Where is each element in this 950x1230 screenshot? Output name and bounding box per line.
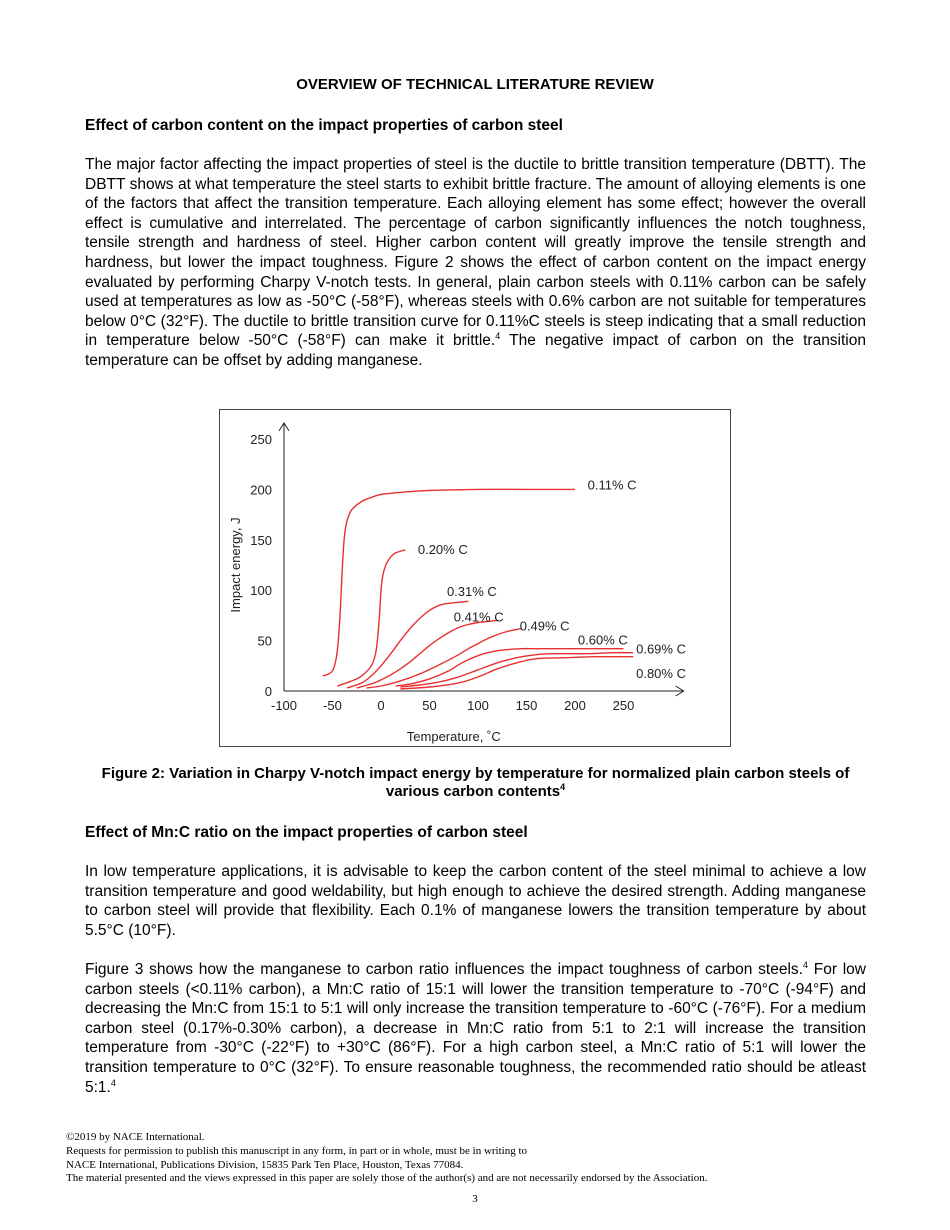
- series-line: [400, 653, 633, 687]
- x-tick-label: 150: [515, 698, 538, 713]
- series-line: [323, 489, 575, 676]
- caption-reference: 4: [560, 782, 566, 792]
- reference-superscript: 4: [495, 331, 501, 342]
- x-tick-label: -50: [323, 698, 342, 713]
- x-tick-label: 50: [422, 698, 437, 713]
- series-line: [337, 550, 405, 686]
- footer-permissions: Requests for permission to publish this manuscript in any form, in part or in whole, must be in writing to: [66, 1144, 528, 1157]
- y-tick-label: 250: [250, 432, 272, 447]
- mn-c-paragraph-2: [85, 960, 866, 1097]
- series-line: [366, 629, 521, 689]
- y-tick-label: 150: [250, 532, 272, 548]
- figure-2-chart: [219, 409, 731, 747]
- y-axis-label: Impact energy, J: [228, 517, 243, 613]
- y-tick-label: 50: [257, 633, 272, 649]
- x-tick-label: 100: [467, 698, 489, 713]
- footer-address: NACE International, Publications Division, 15835 Park Ten Place, Houston, Texas 77084.: [66, 1158, 464, 1171]
- chart-svg: [220, 410, 730, 746]
- y-tick-label: 100: [250, 583, 272, 599]
- figure-caption: [85, 765, 866, 801]
- x-tick-label: 0: [377, 698, 385, 713]
- footer-disclaimer: The material presented and the views expressed in this paper are solely those of the author(s) and are not necessarily endorsed by the Association.: [66, 1172, 708, 1185]
- mn-c-paragraph-2-start: Figure 3 shows how the manganese to carbon ratio influences the impact toughness of carbon steels.: [85, 961, 803, 978]
- mn-c-paragraph-1: In low temperature applications, it is advisable to keep the carbon content of the steel minimal to achieve a low transition temperature and good weldability, but high enough to achieve the desired strength. Adding manganese to carbon steel will provide that flexibility. Each 0.1% of manganese lowers the transition temperature by about 5.5°C (10°F).: [85, 863, 866, 939]
- series-line: [347, 601, 468, 688]
- carbon-paragraph-tail: The negative impact of carbon on the transition temperature can be offset by adding manganese.: [85, 332, 866, 369]
- x-tick-label: 200: [564, 698, 586, 713]
- series-label: 0.20% C: [417, 541, 468, 557]
- series-label: 0.69% C: [636, 641, 686, 657]
- reference-superscript: 4: [110, 1077, 116, 1088]
- series-label: 0.11% C: [587, 477, 637, 493]
- page-number: 3: [472, 1193, 478, 1205]
- x-tick-label: -100: [270, 698, 298, 713]
- mn-c-ratio-heading: Effect of Mn:C ratio on the impact properties of carbon steel: [85, 824, 528, 841]
- series-label: 0.49% C: [519, 618, 570, 634]
- x-axis-label: Temperature, ˚C: [406, 729, 501, 744]
- figure-caption-text: Figure 2: Variation in Charpy V-notch impact energy by temperature for normalized plain carbon steels of various carbon contents: [101, 765, 850, 800]
- series-line: [400, 657, 633, 689]
- footer-copyright: ©2019 by NACE International.: [66, 1131, 205, 1143]
- x-tick-label: 250: [612, 698, 635, 713]
- section-title: OVERVIEW OF TECHNICAL LITERATURE REVIEW: [296, 76, 654, 93]
- reference-superscript: 4: [802, 960, 808, 970]
- series-label: 0.31% C: [446, 584, 497, 600]
- series-label: 0.80% C: [636, 665, 686, 681]
- carbon-paragraph-text: The major factor affecting the impact properties of steel is the ductile to brittle transition temperature (DBTT). The DBTT shows at what temperature the steel starts to exhibit brittle fracture. The amount of alloying elements is one of the factors that affect the transition temperature. Each alloying element has some effect; however the overall effect is cumulative and interrelated. The percentage of carbon significantly influences the notch toughness, tensile strength and hardness of steel. Higher carbon content will greatly improve the tensile strength and hardness, but lower the impact toughness. Figure 2 shows the effect of carbon content on the impact energy evaluated by performing Charpy V-notch tests. In general, plain carbon steels with 0.11% carbon can be safely used at temperatures as low as -50°C (-58°F), whereas steels with 0.6% carbon are not suitable for temperatures below 0°C (32°F). The ductile to brittle transition curve for 0.11%C steels is steep indicating that a small reduction in temperature below -50°C (-58°F) can make it brittle.: [85, 156, 866, 350]
- carbon-content-heading: Effect of carbon content on the impact properties of carbon steel: [85, 117, 563, 134]
- y-tick-label: 200: [250, 482, 272, 498]
- copyright-footer: [66, 1131, 906, 1186]
- series-label: 0.41% C: [453, 609, 504, 625]
- y-tick-label: 0: [264, 684, 272, 699]
- mn-c-paragraph-2-body: For low carbon steels (<0.11% carbon), a Mn:C ratio of 15:1 will lower the transition temperature to -70°C (-94°F) and decreasing the Mn:C from 15:1 to 5:1 will only increase the transition temperature to -60°C (-76°F). For a medium carbon steel (0.17%-0.30% carbon), a decrease in Mn:C ratio from 5:1 to 2:1 will increase the transition temperature from -30°C (-22°F) to +30°C (86°F). For a high carbon steel, a Mn:C ratio of 5:1 will lower the transition temperature to 0°C (32°F). To ensure reasonable toughness, the recommended ratio should be atleast 5:1.: [85, 961, 866, 1096]
- series-label: 0.60% C: [577, 632, 628, 648]
- carbon-content-paragraph: [85, 155, 866, 371]
